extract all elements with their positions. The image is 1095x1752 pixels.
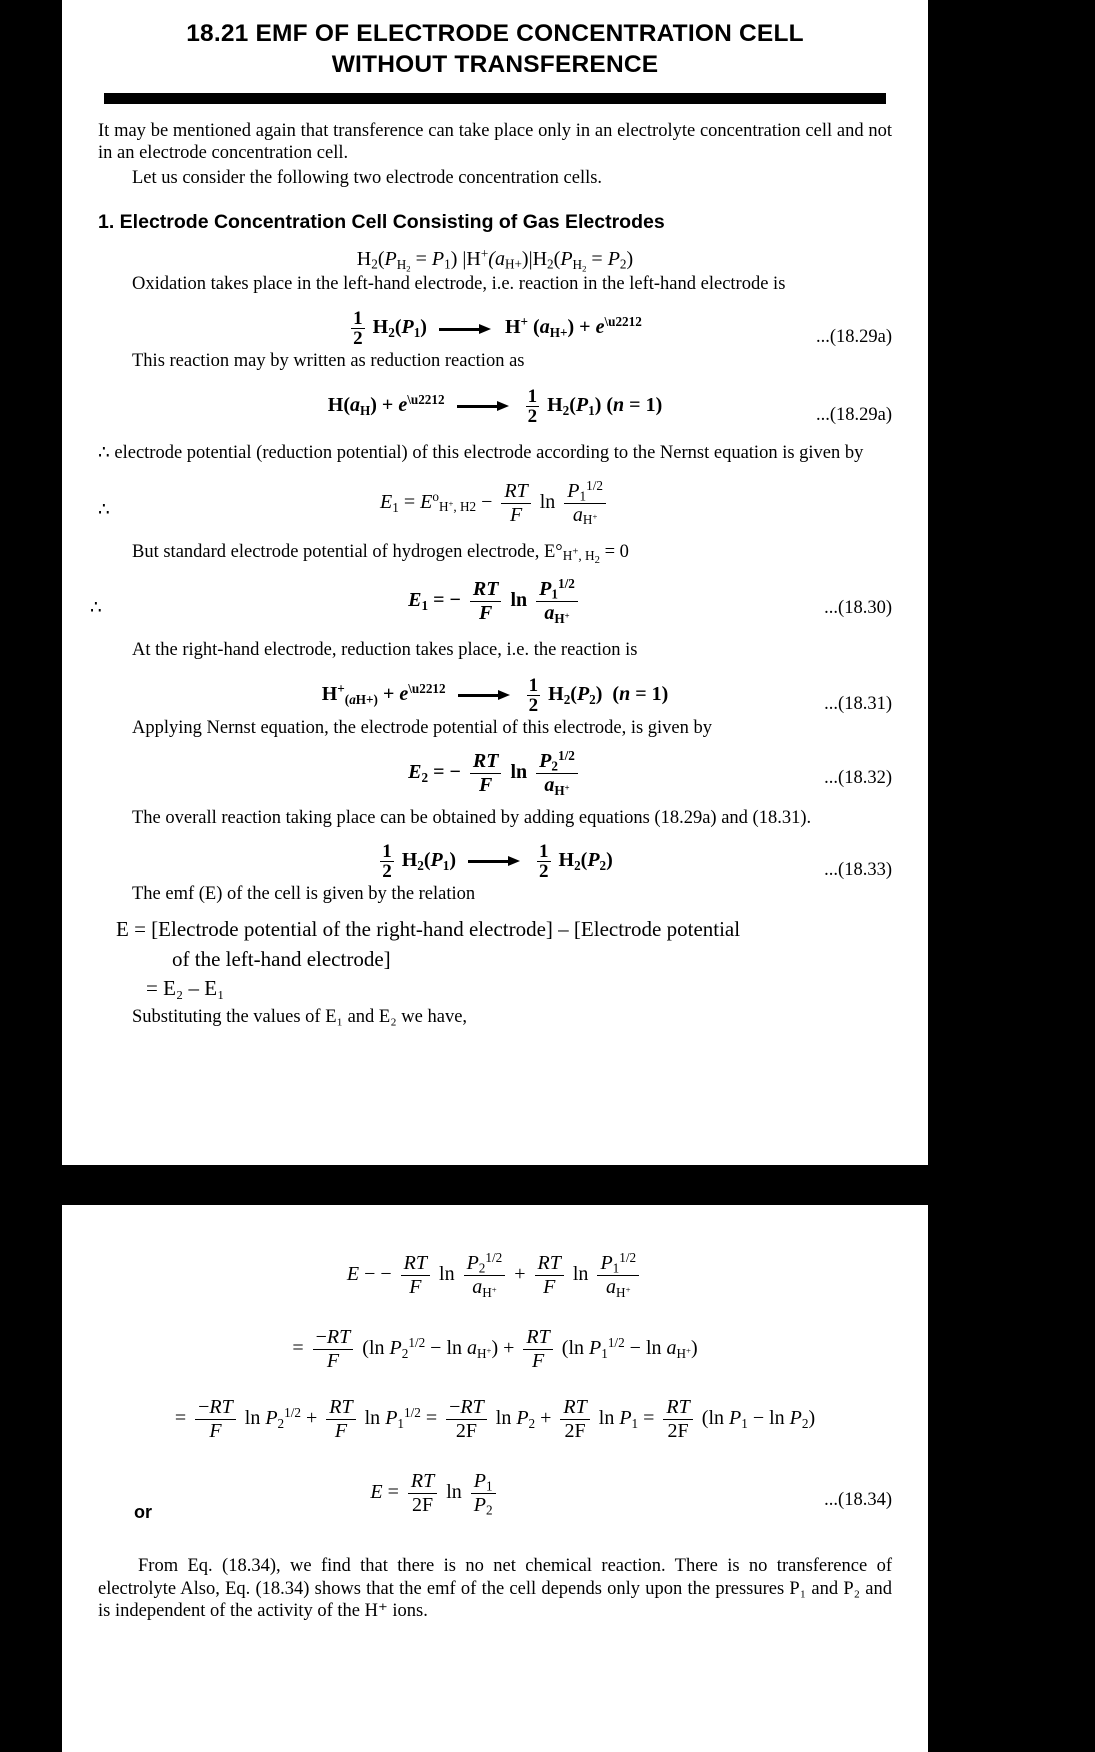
p-final-2: P (473, 1494, 487, 1516)
p-num-sub-2: 1 (551, 586, 558, 602)
e1-symbol-2: E (408, 589, 422, 612)
ln-d11: ln (708, 1407, 724, 1430)
cell-bridge-act-sub: H+ (504, 256, 522, 272)
equation-number-18-30: ...(18.30) (824, 598, 892, 619)
cell-right-gas-sub: 2 (547, 256, 554, 272)
p-d9: P (729, 1407, 742, 1430)
equation-e1-nernst (98, 477, 892, 539)
page-title-line1: 18.21 EMF OF ELECTRODE CONCENTRATION CELL (186, 20, 804, 47)
coeff-d3: 2F (667, 1420, 689, 1442)
r-symbol-2: R (472, 578, 487, 601)
ln-d5: ln (568, 1337, 584, 1360)
eq-d6: = (387, 1481, 399, 1504)
eq-d2: = (292, 1337, 304, 1360)
a-d2: a (606, 1276, 617, 1298)
paragraph-right-hand-electrode: At the right-hand electrode, reduction takes place, i.e. the reaction is (132, 640, 638, 661)
ln-d3: ln (368, 1337, 385, 1360)
e1-sub-2: 1 (421, 597, 429, 613)
p-d5-exp: 1/2 (284, 1405, 301, 1421)
half-num-1: 1 (353, 308, 363, 330)
ln-d12: ln (769, 1407, 785, 1430)
therefore-symbol-2: ∴ (90, 598, 102, 619)
h-sup-1: + (520, 314, 529, 330)
a-den-3: a (544, 774, 555, 797)
equation-18-29a (98, 309, 892, 348)
a-symbol-1: a (539, 316, 550, 339)
reaction-arrow-icon-3 (458, 690, 512, 700)
half-num-5: 1 (539, 840, 549, 862)
h-sub-4: 2 (417, 857, 424, 873)
ln-d6: ln (645, 1337, 662, 1360)
e1-symbol: E (380, 490, 393, 513)
eq-sign-5: = (433, 761, 445, 784)
equation-18-32-body: $E_2$ = − $\frac{RT}{F}$ ln $\frac{P_2^{1/2}}{a_{H^+}}$ (408, 751, 582, 796)
cell-right-p-value: P (607, 247, 620, 270)
equation-18-29a-body: $\frac{1}{2}$ $H_2(P_1)$ H+ $(a_{H+}) + e^{\backslash u2212}$ (353, 308, 642, 350)
half-den-4: 2 (382, 860, 392, 882)
derivation-line-4 (98, 1471, 892, 1529)
p-d4: P (589, 1337, 602, 1360)
equation-18-33-body: $\frac{1}{2}$ $H_2(P_1)$ $\frac{1}{2}$ $H_2(P_2)$ (382, 840, 613, 882)
h-sup-2: + (337, 680, 345, 696)
p-d8-sub: 1 (631, 1415, 639, 1431)
cell-left-p-sub2: 2 (406, 262, 411, 273)
cell-bridge-close: )| (521, 247, 533, 270)
ln-d1: ln (439, 1263, 455, 1286)
equation-18-31-body: $H^+_{(aH+)} + e^{\backslash u2212}$ $\frac{1}{2}$ $H_2(P_2) (n = 1)$ (321, 674, 669, 716)
cell-left-p-value-sub: 1 (444, 256, 451, 272)
r-d2: R (537, 1252, 550, 1274)
p-d9-sub: 1 (741, 1415, 748, 1431)
p-symbol-2: P (575, 394, 589, 417)
r-d8: R (563, 1396, 576, 1418)
equation-number-18-29a: ...(18.29a) (815, 327, 892, 348)
eq-d3: = (174, 1407, 187, 1430)
derivation-steps (98, 1250, 892, 1529)
p-num-3: P (539, 750, 552, 773)
h-symbol-4: H (547, 394, 563, 417)
a-d4: a (666, 1337, 677, 1360)
equation-18-30 (90, 576, 892, 637)
h-symbol-2: H (504, 316, 521, 339)
derivation-line-2-body: = $\frac{-RT}{F}$ (ln $P_2^{1/2} - \ln a_{H^+}$) + $\frac{RT}{F}$ (ln $P_1^{1/2} - \ln a_{H^+}$) (292, 1326, 698, 1372)
plus-d2: + (503, 1337, 515, 1360)
e2-sub: 2 (421, 770, 429, 786)
n-symbol-1: n (613, 394, 625, 417)
t-symbol-1: T (516, 479, 528, 502)
ln-d2: ln (572, 1263, 589, 1286)
half-den-5: 2 (539, 860, 549, 882)
equation-number-18-32: ...(18.32) (824, 768, 892, 789)
t-d7: T (472, 1396, 484, 1418)
paragraph-applying-nernst: Applying Nernst equation, the electrode potential of this electrode, is given by (132, 717, 713, 738)
h-symbol-8: H (558, 848, 575, 871)
r-symbol-3: R (472, 750, 487, 773)
n-value-1: 1 (645, 394, 656, 417)
page-bottom (62, 1205, 928, 1752)
cell-bridge-act: (a (488, 247, 505, 270)
cell-right-p-sub2: 2 (582, 262, 587, 273)
f-d4: F (531, 1350, 545, 1372)
eq-sign-3: = (403, 490, 416, 513)
e2-symbol: E (408, 761, 422, 784)
p-num-exp-1: 1/2 (586, 477, 603, 493)
r-d10: R (410, 1470, 424, 1492)
h-sub-3: 2 (563, 691, 571, 707)
p-d6-sub: 1 (397, 1415, 404, 1431)
paragraph-consider: Let us consider the following two electrode concentration cells. (132, 167, 603, 188)
p-d3-sub: 2 (401, 1345, 409, 1361)
p-symbol-3: P (576, 682, 590, 705)
paragraph-standard-potential: But standard electrode potential of hydrogen electrode, $E^\circ_{H^+, H_2} = 0$ (132, 541, 629, 567)
e-symbol-d1: E (346, 1263, 360, 1286)
paragraph-conclusion: From Eq. (18.34), we find that there is no net chemical reaction. There is no transference of electrolyte Also, Eq. (18.34) shows that the emf of the cell depends only upon the pressures P₁ and P₂ and is independent of the activity of the H⁺ ions. (98, 1556, 892, 1622)
emf-line-2: of the left-hand electrode] (172, 946, 391, 971)
r-d7: R (460, 1396, 473, 1418)
h-sub-1: 2 (388, 325, 395, 341)
ln-d8: ln (364, 1407, 381, 1430)
coeff-d4: 2F (412, 1494, 434, 1516)
reaction-arrow-icon-4 (468, 856, 522, 866)
f-d6: F (334, 1420, 348, 1442)
p-d1-exp: 1/2 (485, 1250, 503, 1266)
paragraph-oxidation: Oxidation takes place in the left-hand electrode, i.e. reaction in the left-hand electrode is (132, 273, 786, 294)
p-sub-5: 2 (599, 857, 607, 873)
cell-notation: $H_2(P_{H_2} = P_1) |H^+(a_{H+})|H_2(P_{H_2} = P_2)$ (356, 246, 634, 273)
equation-number-18-29a-2: ...(18.29a) (815, 404, 892, 425)
t-d4: T (538, 1326, 550, 1348)
p-num-exp-3: 1/2 (557, 748, 575, 764)
p-sub-4: 1 (442, 857, 450, 873)
r-symbol-1: R (504, 479, 517, 502)
p-d5: P (265, 1407, 278, 1430)
h-sub-5: 2 (574, 857, 581, 873)
eq-sign-2: = (591, 247, 603, 270)
plus-d3: + (306, 1407, 318, 1430)
f-symbol-3: F (479, 774, 493, 797)
p-num-sub-1: 1 (579, 488, 587, 504)
h-symbol-7: H (401, 848, 418, 871)
p-symbol-4: P (430, 848, 443, 871)
f-d5: F (209, 1420, 222, 1442)
r-d4: R (526, 1326, 539, 1348)
paragraph-intro: It may be mentioned again that transference can take place only in an electrolyte concentration cell and not in an electrode concentration cell. (98, 120, 892, 164)
reaction-arrow-icon (439, 324, 493, 334)
e-symbol-3: e (399, 682, 409, 705)
p-d3-exp: 1/2 (408, 1335, 426, 1351)
page-title (98, 18, 892, 81)
p-d8: P (619, 1407, 632, 1430)
f-symbol-1: F (509, 503, 523, 526)
t-d2: T (549, 1252, 561, 1274)
plus-d4: + (540, 1407, 552, 1430)
p-d5-sub: 2 (277, 1415, 285, 1431)
p-d4-exp: 1/2 (607, 1335, 625, 1351)
page-top (62, 0, 928, 1165)
t-d5: T (221, 1396, 233, 1418)
half-num-2: 1 (527, 385, 538, 407)
p-num-exp-2: 1/2 (557, 576, 575, 592)
equation-18-31 (98, 676, 892, 715)
plus-d1: + (514, 1263, 526, 1286)
title-divider (104, 93, 886, 104)
cell-right-p-value-sub: 2 (619, 256, 627, 272)
paragraph-substituting: Substituting the values of E₁ and E₂ we have, (132, 1006, 468, 1027)
p-final-2-sub: 2 (486, 1502, 493, 1518)
cell-right-p-sub: H (572, 256, 583, 272)
e1-sub: 1 (392, 499, 399, 515)
derivation-line-2 (98, 1327, 892, 1383)
t-symbol-2: T (486, 578, 499, 601)
half-den-1: 2 (353, 328, 363, 350)
ln-d4: ln (446, 1337, 463, 1360)
cell-left-p-sub: H (396, 256, 407, 272)
p-d7: P (516, 1407, 529, 1430)
a-den-2: a (544, 602, 555, 625)
emf-line-1: E = [Electrode potential of the right-hand electrode] – [Electrode potential (116, 917, 741, 942)
equation-18-33 (98, 842, 892, 881)
p-d10: P (789, 1407, 802, 1430)
paragraph-emf-relation: The emf (E) of the cell is given by the relation (132, 883, 476, 904)
eq-d5: = (643, 1407, 655, 1430)
cell-left-gas: H (356, 247, 372, 270)
n-value-2: 1 (651, 682, 662, 705)
p-sub-1: 1 (413, 325, 421, 341)
p-d2-exp: 1/2 (619, 1250, 637, 1266)
p-sub-3: 2 (589, 691, 596, 707)
f-symbol-2: F (479, 602, 493, 625)
coeff-d2: 2F (564, 1420, 586, 1442)
e0-symbol: E (420, 490, 433, 513)
cell-left-p: P (384, 247, 397, 270)
r-d6: R (329, 1396, 342, 1418)
therefore-symbol-1: ∴ (98, 499, 110, 520)
p-d1: P (466, 1252, 479, 1274)
eq-sign-1: = (415, 247, 427, 270)
coeff-d1: 2F (455, 1420, 478, 1442)
paragraph-standard-potential-tail: = 0 (599, 541, 629, 562)
equation-number-18-34: ...(18.34) (824, 1490, 892, 1510)
e-symbol-2: e (398, 394, 408, 417)
p-d1-sub: 2 (478, 1260, 486, 1276)
paragraph-overall-reaction: The overall reaction taking place can be obtained by adding equations (18.29a) and (18.31). (132, 808, 812, 829)
p-d6-exp: 1/2 (404, 1405, 421, 1421)
p-symbol-5: P (587, 848, 600, 871)
cell-right-gas: H (532, 247, 548, 270)
a-den-1: a (572, 503, 583, 526)
t-d10: T (423, 1470, 435, 1492)
p-num-2: P (539, 578, 552, 601)
cell-left-gas-sub: 2 (371, 256, 378, 272)
half-den-3: 2 (528, 694, 539, 716)
p-d10-sub: 2 (801, 1415, 809, 1431)
p-d2: P (600, 1252, 613, 1274)
p-sub-2: 1 (588, 402, 595, 418)
ln-d9: ln (495, 1407, 512, 1430)
p-num-1: P (567, 479, 580, 502)
paragraph-electrode-potential: ∴ electrode potential (reduction potential) of this electrode according to the Nernst equation is given by (98, 442, 864, 463)
a-d1: a (472, 1276, 483, 1298)
t-d6: T (341, 1396, 353, 1418)
equation-18-32 (98, 748, 892, 805)
reaction-arrow-icon-2 (457, 401, 511, 411)
ln-d7: ln (244, 1407, 261, 1430)
ln-symbol-3: ln (510, 761, 528, 784)
derivation-line-3 (98, 1397, 892, 1453)
p-d4-sub: 1 (601, 1345, 608, 1361)
r-d1: R (403, 1252, 416, 1274)
e-symbol-1: e (595, 316, 605, 339)
equation-18-29a-2 (98, 387, 892, 426)
f-d2: F (543, 1276, 556, 1298)
ln-d13: ln (446, 1481, 462, 1504)
paragraph-reduction-form: This reaction may by written as reduction reaction as (132, 351, 525, 372)
cell-bridge: |H (462, 247, 481, 270)
p-d7-sub: 2 (528, 1415, 536, 1431)
p-final-1-sub: 1 (486, 1478, 493, 1494)
p-final-1: P (473, 1470, 487, 1492)
p-d3: P (389, 1337, 402, 1360)
ln-d10: ln (598, 1407, 615, 1430)
t-d9: T (678, 1396, 690, 1418)
t-d8: T (575, 1396, 587, 1418)
equation-number-18-31: ...(18.31) (824, 693, 892, 714)
derivation-line-1-body: E − − $\frac{RT}{F}$ ln $\frac{P_2^{1/2}}{a_{H^+}}$ + $\frac{RT}{F}$ ln $\frac{P_1^{1/2}}{a_{H^+}}$ (347, 1253, 643, 1298)
h-sub-2: 2 (562, 402, 570, 418)
emf-definition-block (116, 915, 892, 1003)
f-d3: F (326, 1350, 340, 1372)
r-d5: R (209, 1396, 222, 1418)
ln-symbol-1: ln (539, 490, 556, 513)
cell-bridge-sup: + (480, 246, 489, 261)
half-num-3: 1 (528, 674, 539, 696)
f-d1: F (409, 1276, 422, 1298)
p-num-sub-3: 2 (551, 758, 558, 774)
subheading-gas-electrodes: 1. Electrode Concentration Cell Consisting of Gas Electrodes (98, 211, 665, 234)
t-d1: T (415, 1252, 428, 1274)
equation-18-29a-2-body: $H(a_H) + e^{\backslash u2212}$ $\frac{1}{2}$ $H_2(P_1) (n = 1)$ (327, 385, 663, 427)
t-symbol-3: T (486, 750, 499, 773)
equation-18-30-body: $E_1$ = − $\frac{RT}{F}$ ln $\frac{P_1^{1/2}}{a_{H^+}}$ (408, 579, 582, 624)
a-symbol-2: a (349, 394, 360, 417)
page-title-line2: WITHOUT TRANSFERENCE (331, 51, 659, 79)
p-d6: P (385, 1407, 398, 1430)
t-d3: T (339, 1326, 351, 1348)
h-symbol-1: H (372, 316, 389, 339)
h-symbol-3: H (327, 394, 344, 417)
equation-number-18-33: ...(18.33) (824, 859, 892, 880)
a-d3: a (467, 1337, 478, 1360)
paragraph-standard-potential-text: But standard electrode potential of hydrogen electrode, E° (132, 541, 563, 562)
r-d9: R (666, 1396, 679, 1418)
ln-symbol-2: ln (510, 589, 528, 612)
n-symbol-2: n (619, 682, 631, 705)
e-final: E (370, 1481, 383, 1504)
h-symbol-6: H (548, 682, 564, 705)
or-label: or (134, 1502, 152, 1522)
h-symbol-5: H (321, 682, 338, 705)
half-den-2: 2 (527, 405, 538, 427)
half-num-4: 1 (382, 840, 392, 862)
equation-e1-nernst-body: $E_1 = E^o_{H^+, H2}$ − $\frac{RT}{F}$ ln $\frac{P_1^{1/2}}{a_{H^+}}$ (380, 481, 610, 526)
r-d3: R (326, 1326, 340, 1348)
eq-sign-4: = (433, 589, 445, 612)
cell-right-p: P (560, 247, 573, 270)
derivation-line-3-body: = $\frac{-RT}{F}$ $\ln P_2^{1/2}$ + $\frac{RT}{F}$ $\ln P_1^{1/2}$ = $\frac{-RT}{2F}$ $\ln P_2$ + $\frac{RT}{2F}$ $\ln P_1$ = $\frac{RT}{2F}$ (ln $P_1 - \ln P_2$) (174, 1396, 816, 1442)
cell-left-p-value: P (431, 247, 445, 270)
p-symbol-1: P (401, 316, 414, 339)
emf-line-3: = E₂ – E₁ (146, 976, 225, 1001)
eq-d4: = (425, 1407, 438, 1430)
equation-18-34-body (370, 1471, 499, 1516)
derivation-line-1 (98, 1250, 892, 1313)
p-d2-sub: 1 (612, 1260, 620, 1276)
